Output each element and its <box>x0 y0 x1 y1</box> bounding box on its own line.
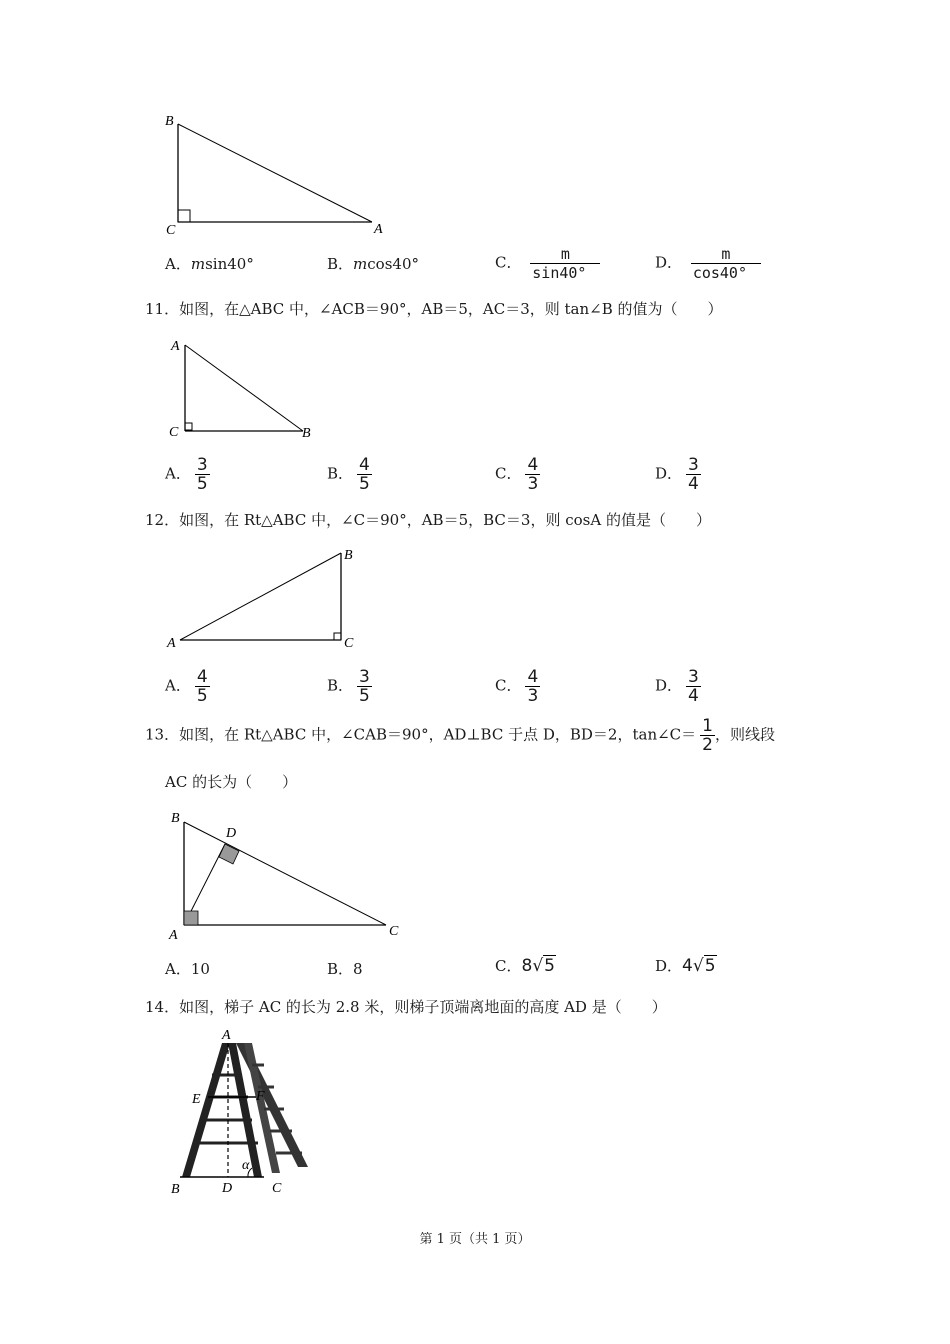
q14-label-d: D <box>222 1181 233 1196</box>
q13-label-c: C <box>389 924 399 939</box>
q11-option-a[interactable]: A． $\frac{3}{5}$ <box>165 455 208 494</box>
page-footer: 第 1 页（共 1 页） <box>419 1232 531 1247</box>
q13-label-a: A <box>169 928 178 943</box>
q12-label-c: C <box>344 636 354 651</box>
q14-stem: 14．如图，梯子 AC 的长为 2.8 米，则梯子顶端离地面的高度 AD 是（ ） <box>145 998 667 1016</box>
q12-stem: 12．如图，在 Rt△ABC 中，∠C＝90°，AB＝5，BC＝3，则 cosA 的值是（ ） <box>145 511 711 529</box>
q10-option-a[interactable]: A．msin40° <box>165 255 254 273</box>
q11-label-c: C <box>169 425 179 440</box>
q11-stem: 11．如图，在△ABC 中，∠ACB＝90°，AB＝5，AC＝3，则 tan∠B 的值为（ ） <box>145 300 723 318</box>
q13-option-b[interactable]: B．8 <box>327 960 363 978</box>
q13-option-c[interactable]: C．8√5 <box>495 956 555 976</box>
q14-label-c: C <box>272 1181 282 1196</box>
q11-option-c[interactable]: C． $\frac{4}{3}$ <box>495 455 539 494</box>
q12-label-a: A <box>167 636 176 651</box>
q13-tan-fraction: $\frac{1}{2}$ <box>702 716 713 755</box>
q10-label-a: A <box>374 222 383 237</box>
q11-triangle-figure <box>160 335 330 445</box>
q11-option-d[interactable]: D． $\frac{3}{4}$ <box>655 455 699 494</box>
q12-triangle-figure <box>160 543 370 653</box>
q14-label-b: B <box>171 1182 180 1197</box>
q12-label-b: B <box>344 548 353 563</box>
q14-label-e: E <box>192 1092 201 1107</box>
q11-label-b: B <box>302 426 311 441</box>
q14-ladder-figure <box>160 1025 320 1200</box>
q12-option-a[interactable]: A． $\frac{4}{5}$ <box>165 667 208 706</box>
q13-label-d: D <box>226 826 237 841</box>
q10-option-b[interactable]: B．mcos40° <box>327 255 419 273</box>
q10-option-c-fraction: $\frac{m}{\sin 40^\circ}$ <box>530 245 600 282</box>
q10-label-c: C <box>166 223 176 238</box>
q14-label-alpha: α <box>242 1158 250 1173</box>
q12-option-d[interactable]: D． $\frac{3}{4}$ <box>655 667 699 706</box>
q13-stem: 13．如图，在 Rt△ABC 中，∠CAB＝90°，AD⊥BC 于点 D，BD＝2，tan∠C＝ $\frac{1}{2}$ ，则线段 <box>145 716 776 755</box>
q12-option-c[interactable]: C． $\frac{4}{3}$ <box>495 667 539 706</box>
q13-triangle-figure <box>160 808 410 943</box>
q11-option-b[interactable]: B． $\frac{4}{5}$ <box>327 455 370 494</box>
q13-stem-line2: AC 的长为（ ） <box>165 773 298 791</box>
q10-label-b: B <box>165 114 174 129</box>
q10-option-d[interactable]: D． $\frac{m}{\cos 40^\circ}$ <box>655 245 761 282</box>
q14-label-a: A <box>222 1028 231 1043</box>
q10-triangle-figure <box>160 110 400 240</box>
q14-label-f: F <box>256 1089 265 1104</box>
q10-option-c[interactable]: C． $\frac{m}{\sin 40^\circ}$ <box>495 245 600 282</box>
q10-option-d-fraction: $\frac{m}{\cos 40^\circ}$ <box>691 245 761 282</box>
q12-option-b[interactable]: B． $\frac{3}{5}$ <box>327 667 370 706</box>
q11-label-a: A <box>171 339 180 354</box>
q13-label-b: B <box>171 811 180 826</box>
q13-option-a[interactable]: A．10 <box>165 960 210 978</box>
q13-option-d[interactable]: D．4√5 <box>655 956 716 976</box>
